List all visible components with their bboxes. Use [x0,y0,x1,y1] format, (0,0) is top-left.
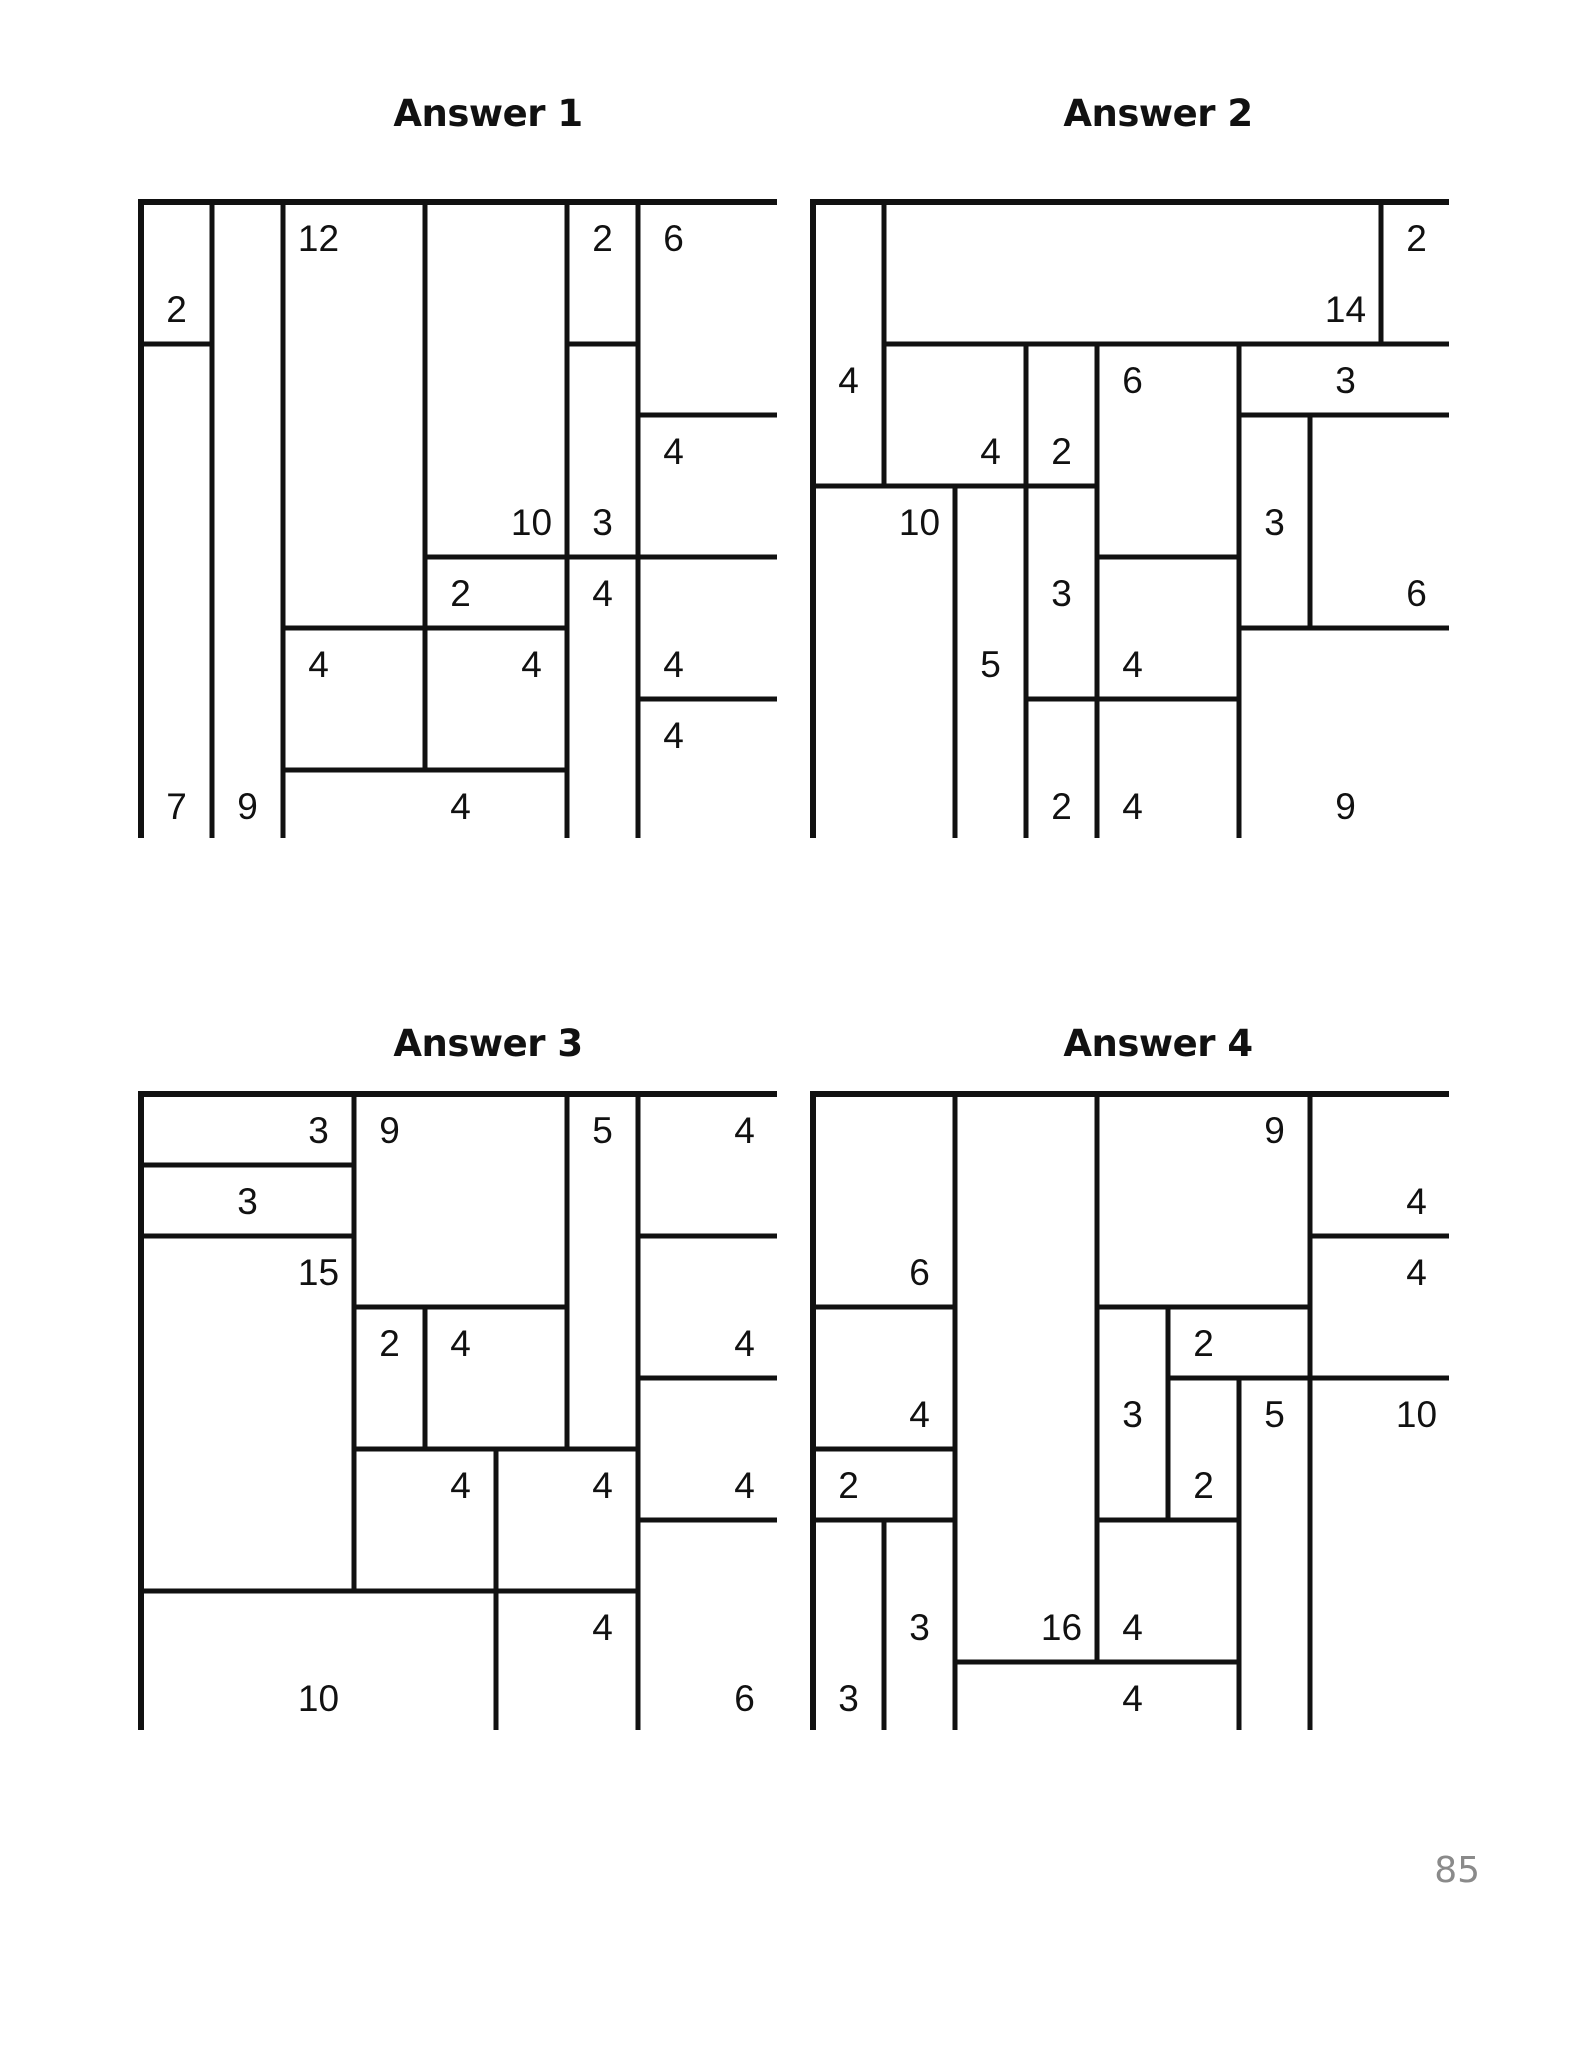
region-number: 4 [1122,1606,1143,1648]
region-number: 4 [838,359,859,401]
region-number: 4 [450,1322,471,1364]
page-number: 85 [1434,1850,1480,1891]
region-number: 4 [1406,1180,1427,1222]
puzzle-grid-2 [809,198,1449,838]
region-number: 12 [297,217,340,259]
region-number: 2 [379,1322,400,1364]
region-number: 3 [1264,501,1285,543]
puzzle-grid-3 [137,1090,777,1730]
region-number: 3 [1051,572,1072,614]
region-number: 4 [450,1464,471,1506]
region-number: 4 [521,643,542,685]
region-number: 4 [663,430,684,472]
region-number: 2 [1406,217,1427,259]
region-number: 4 [308,643,329,685]
region-number: 4 [450,785,471,827]
region-number: 9 [237,785,258,827]
region-number: 9 [379,1109,400,1151]
region-number: 2 [166,288,187,330]
region-number: 10 [510,501,553,543]
region-number: 2 [1193,1322,1214,1364]
region-number: 6 [1122,359,1143,401]
region-number: 3 [838,1677,859,1719]
region-number: 4 [592,1606,613,1648]
region-number: 3 [237,1180,258,1222]
region-number: 4 [663,714,684,756]
region-number: 2 [592,217,613,259]
region-number: 15 [297,1251,340,1293]
region-number: 6 [663,217,684,259]
puzzle-title-1: Answer 1 [393,92,583,135]
puzzle-title-3: Answer 3 [393,1022,583,1065]
grid-svg [809,198,1449,838]
region-number: 9 [1264,1109,1285,1151]
puzzle-title-4: Answer 4 [1063,1022,1253,1065]
region-number: 10 [898,501,941,543]
region-number: 2 [1193,1464,1214,1506]
region-number: 3 [1122,1393,1143,1435]
region-number: 6 [909,1251,930,1293]
region-number: 2 [1051,785,1072,827]
region-number: 4 [1122,1677,1143,1719]
region-number: 4 [1406,1251,1427,1293]
region-number: 5 [980,643,1001,685]
region-number: 6 [1406,572,1427,614]
region-number: 6 [734,1677,755,1719]
puzzle-grid-1 [137,198,777,838]
region-number: 4 [980,430,1001,472]
grid-svg [137,1090,777,1730]
region-number: 4 [734,1464,755,1506]
region-number: 4 [1122,785,1143,827]
region-number: 5 [1264,1393,1285,1435]
region-number: 4 [592,1464,613,1506]
region-number: 4 [1122,643,1143,685]
puzzle-title-2: Answer 2 [1063,92,1253,135]
region-number: 4 [734,1109,755,1151]
grid-svg [137,198,777,838]
region-number: 14 [1324,288,1367,330]
region-number: 9 [1335,785,1356,827]
region-number: 5 [592,1109,613,1151]
region-number: 7 [166,785,187,827]
region-number: 2 [450,572,471,614]
region-number: 3 [909,1606,930,1648]
region-number: 4 [734,1322,755,1364]
region-number: 4 [592,572,613,614]
region-number: 3 [308,1109,329,1151]
grid-svg [809,1090,1449,1730]
puzzle-grid-4 [809,1090,1449,1730]
region-number: 16 [1040,1606,1083,1648]
region-number: 3 [1335,359,1356,401]
region-number: 4 [909,1393,930,1435]
region-number: 10 [297,1677,340,1719]
region-number: 4 [663,643,684,685]
region-number: 10 [1395,1393,1438,1435]
region-number: 2 [838,1464,859,1506]
region-number: 3 [592,501,613,543]
region-number: 2 [1051,430,1072,472]
